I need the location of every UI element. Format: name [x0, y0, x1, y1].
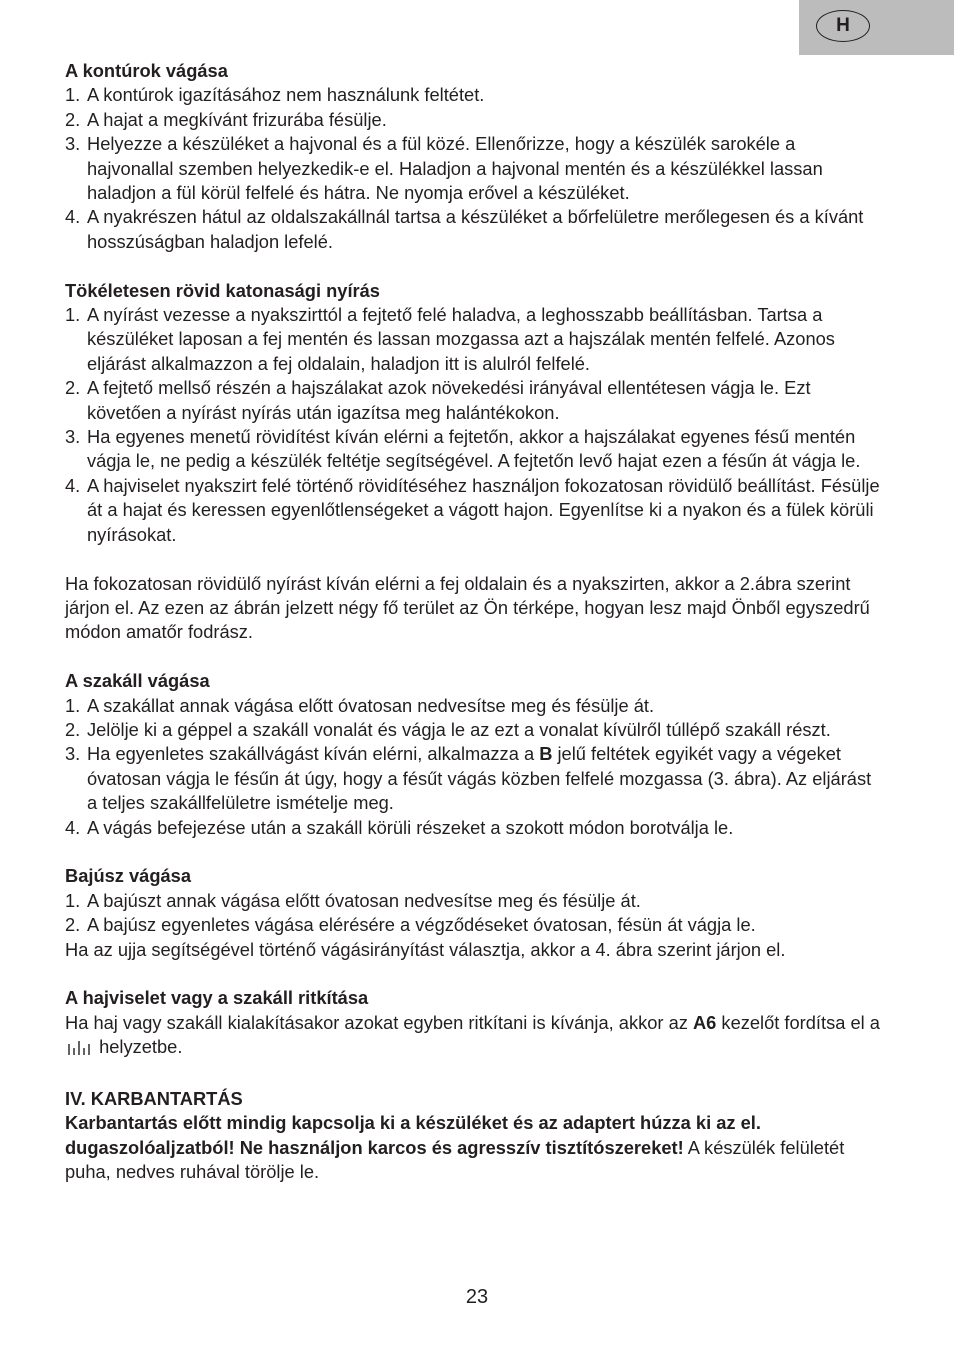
thinning-position-icon [67, 1038, 91, 1062]
section-thinning [65, 986, 885, 1062]
section-military-cut [65, 279, 885, 547]
list-item: 3. Ha egyenes menetű rövidítést kíván elérni a fejtetőn, akkor a hajszálakat egyenes fésű mentén vágja le, ne pedig a készülék feltétje segítségével. A fejtetőn levő hajat ezen a fésűn át vágja le. [65, 426, 861, 472]
section-heading: A szakáll vágása [65, 670, 210, 692]
list-item: 4. A vágás befejezése után a szakáll körüli részeket a szokott módon borotválja le. [65, 816, 734, 838]
list-item: 1. A szakállat annak vágása előtt óvatosan nedvesítse meg és fésülje át. [65, 694, 655, 716]
list-item: 2. A bajúsz egyenletes vágása elérésére a végződéseket óvatosan, fésün át vágja le. [65, 914, 756, 936]
page-number: 23 [465, 1286, 489, 1308]
section-gradual-cut [65, 572, 885, 645]
section-heading: A kontúrok vágása [65, 60, 228, 81]
list-item: 4. A nyakrészen hátul az oldalszakállnál tartsa a készüléket a bőrfelületre merőlegesen és a kívánt hosszúságban haladjon lefelé. [65, 206, 864, 252]
section-contours [65, 59, 885, 254]
section-beard [65, 669, 885, 840]
section-heading: A hajviselet vagy a szakáll ritkítása [65, 987, 369, 1009]
page-content [65, 59, 885, 1209]
section-moustache [65, 864, 885, 962]
list-item: 2. Jelölje ki a géppel a szakáll vonalát és vágja le az ezt a vonalat kívülről túllépő szakáll részt. [65, 718, 831, 740]
section-heading: Bajúsz vágása [65, 865, 192, 887]
paragraph: Ha az ujja segítségével történő vágásirányítást választja, akkor a 4. ábra szerint járjon el. [65, 938, 786, 960]
paragraph: Ha haj vagy szakáll kialakításakor azokat egyben ritkítani is kívánja, akkor az A6 kezelőt fordítsa el a helyzetbe. [65, 1011, 885, 1063]
list-item: 1. A bajúszt annak vágása előtt óvatosan nedvesítse meg és fésülje át. [65, 889, 641, 911]
list-item: 2. A hajat a megkívánt frizurába fésülje. [65, 108, 387, 130]
list-item: 4. A hajviselet nyakszirt felé történő rövidítéséhez használjon fokozatosan rövidülő beállítást. Fésülje át a hajat és keressen egyenlőtlenségeket a vágott hajon. Egyenlítse ki a nyakon és a fülek körüli nyírásokat. [65, 474, 880, 545]
list-item: 3. Helyezze a készüléket a hajvonal és a fül közé. Ellenőrizze, hogy a készülék sarokéle a hajvonallal szemben helyezkedik-e el. Haladjon a hajvonal mentén és a készülékkel lassan haladjon a fül körül felfelé és hátra. Ne nyomja erővel a készüléket. [65, 133, 823, 204]
paragraph: Ha fokozatosan rövidülő nyírást kíván elérni a fej oldalain és a nyakszirten, akkor a 2.ábra szerint járjon el. Az ezen az ábrán jelzett négy fő terület az Ön térképe, hogyan lesz majd Önből egyszedrű módon amatőr fodrász. [65, 572, 870, 643]
list-item: 3. Ha egyenletes szakállvágást kíván elérni, alkalmazza a B jelű feltétek egyikét vagy a végeket óvatosan vágja le fésűn át úgy, hogy a fésűt vágás közben felfelé mozgassa (3. ábra). Az eljárást a teljes szakállfelületre ismételje meg. [65, 743, 872, 814]
language-badge [816, 10, 870, 42]
list-item: 1. A kontúrok igazításához nem használunk feltétet. [65, 84, 485, 106]
section-maintenance [65, 1087, 885, 1185]
list-item: 2. A fejtető mellső részén a hajszálakat azok növekedési irányával ellentétesen vágja le. Ezt követően a nyírást nyírás után igazítsa meg halántékokon. [65, 377, 811, 423]
section-heading: IV. KARBANTARTÁS [65, 1087, 243, 1109]
section-heading: Tökéletesen rövid katonasági nyírás [65, 279, 380, 301]
language-tab [799, 0, 954, 55]
paragraph: Karbantartás előtt mindig kapcsolja ki a készüléket és az adaptert húzza ki az el. dugaszolóaljzatból! Ne használjon karcos és agresszív tisztítószereket! A készülék felületét puha, nedves ruhával törölje le. [65, 1112, 845, 1183]
language-label: H [836, 15, 850, 36]
list-item: 1. A nyírást vezesse a nyakszirttól a fejtető felé haladva, a leghosszabb beállításban. Tartsa a készüléket laposan a fej mentén és lassan mozgassa azt a hajszálak mentén felfelé. Azonos eljárást alkalmazzon a fej oldalain, haladjon itt is alulról felfelé. [65, 304, 835, 374]
